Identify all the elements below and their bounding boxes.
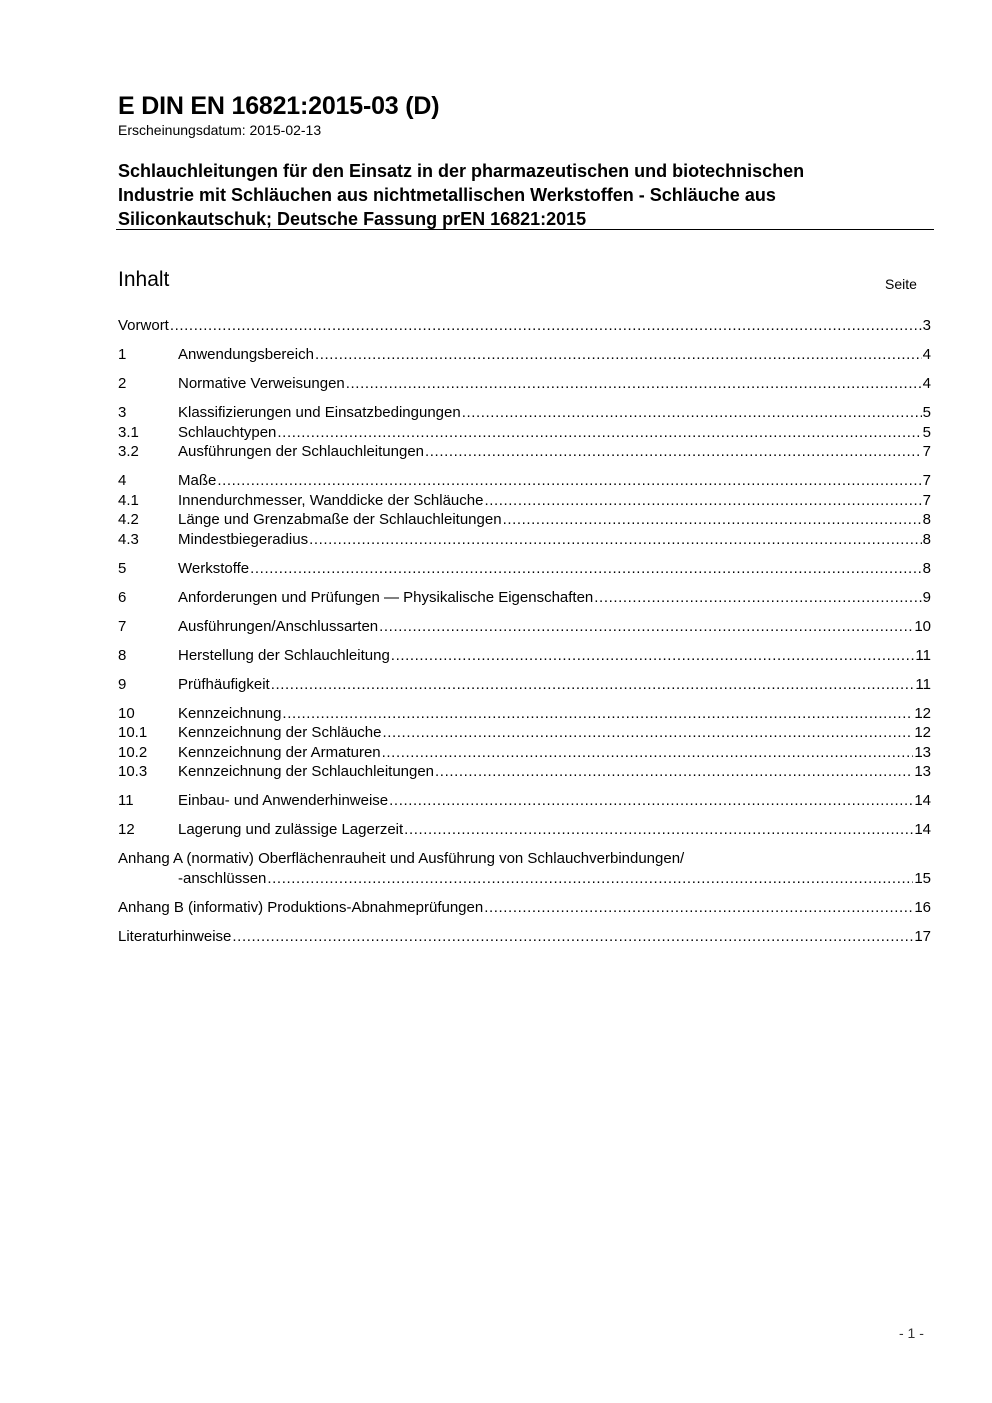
toc-entry-literature[interactable]	[118, 927, 931, 947]
toc-entry-12[interactable]	[118, 820, 931, 840]
toc-entry-page: 5	[922, 423, 931, 441]
leader-dots	[484, 491, 921, 511]
toc-entry-4-1[interactable]	[118, 491, 931, 511]
leader-dots	[382, 743, 914, 763]
toc-entry-page: 9	[922, 588, 931, 606]
leader-dots	[346, 374, 922, 394]
toc-entry-label: Lagerung und zulässige Lagerzeit	[178, 821, 404, 838]
toc-entry-label: Literaturhinweise	[118, 927, 232, 945]
toc-entry-number: 11	[118, 792, 134, 809]
toc-entry-number: 3	[118, 404, 127, 421]
document-id: E DIN EN 16821:2015-03 (D)	[118, 92, 440, 120]
leader-dots	[232, 927, 913, 947]
toc-entry-2[interactable]	[118, 374, 931, 394]
toc-page-column-label: Seite	[885, 276, 917, 292]
toc-entry-number: 3.2	[118, 443, 139, 460]
leader-dots	[170, 316, 922, 336]
toc-entry-4-2[interactable]	[118, 510, 931, 530]
toc-entry-page: 13	[914, 743, 931, 761]
toc-entry-vorwort[interactable]	[118, 316, 931, 336]
leader-dots	[267, 869, 913, 889]
leader-dots	[379, 617, 913, 637]
toc-entry-page: 5	[922, 404, 931, 421]
toc-entry-page: 11	[915, 675, 931, 693]
toc-entry-8[interactable]	[118, 646, 931, 666]
toc-entry-number: 4.3	[118, 530, 139, 548]
toc-entry-5[interactable]	[118, 559, 931, 579]
toc-entry-annex-a-line1[interactable]	[118, 849, 931, 869]
toc-entry-number: 9	[118, 675, 127, 693]
toc-entry-7[interactable]	[118, 617, 931, 637]
toc-entry-label: Normative Verweisungen	[178, 375, 345, 392]
toc-entry-label: -anschlüssen	[178, 869, 267, 887]
leader-dots	[271, 675, 915, 695]
toc-entry-page: 4	[922, 375, 931, 392]
toc-entry-number: 5	[118, 559, 127, 577]
toc-entry-10[interactable]	[118, 704, 931, 724]
toc-entry-10-1[interactable]	[118, 723, 931, 743]
toc-entry-number: 3.1	[118, 423, 139, 441]
toc-entry-page: 8	[922, 511, 931, 528]
toc-entry-label: Maße	[178, 472, 217, 489]
table-of-contents	[118, 316, 931, 946]
leader-dots	[217, 471, 921, 491]
toc-entry-label: Schlauchtypen	[178, 423, 277, 441]
page-number: - 1 -	[899, 1325, 924, 1341]
toc-entry-number: 6	[118, 588, 127, 606]
toc-entry-label: Herstellung der Schlauchleitung	[178, 646, 390, 664]
toc-entry-page: 10	[914, 617, 931, 635]
toc-entry-number: 12	[118, 821, 135, 838]
toc-entry-number: 10.1	[118, 724, 148, 741]
toc-entry-number: 4.1	[118, 491, 139, 509]
toc-entry-page: 16	[914, 898, 931, 916]
toc-entry-page: 8	[922, 530, 931, 548]
toc-entry-number: 2	[118, 375, 127, 392]
toc-entry-label: Werkstoffe	[178, 559, 250, 577]
toc-entry-9[interactable]	[118, 675, 931, 695]
title-line: Industrie mit Schläuchen aus nichtmetallischen Werkstoffen - Schläuche aus	[118, 185, 776, 205]
leader-dots	[382, 723, 913, 743]
title-line: Schlauchleitungen für den Einsatz in der pharmazeutischen und biotechnischen	[118, 161, 805, 181]
toc-entry-number: 10.3	[118, 763, 148, 780]
toc-entry-number: 4.2	[118, 511, 139, 528]
toc-entry-page: 7	[922, 491, 931, 509]
leader-dots	[484, 898, 913, 918]
leader-dots	[391, 646, 915, 666]
toc-entry-number: 8	[118, 646, 127, 664]
toc-entry-label: Kennzeichnung der Armaturen	[178, 743, 381, 761]
leader-dots	[435, 762, 913, 782]
toc-entry-label: Anforderungen und Prüfungen — Physikalische Eigenschaften	[178, 588, 594, 606]
title-line: Siliconkautschuk; Deutsche Fassung prEN 16821:2015	[118, 209, 587, 229]
toc-entry-label: Innendurchmesser, Wanddicke der Schläuche	[178, 491, 484, 509]
toc-entry-3[interactable]	[118, 403, 931, 423]
toc-entry-label: Kennzeichnung der Schlauchleitungen	[178, 763, 435, 780]
toc-entry-number: 10.2	[118, 743, 148, 761]
toc-entry-label: Länge und Grenzabmaße der Schlauchleitungen	[178, 511, 502, 528]
toc-entry-page: 12	[914, 704, 931, 722]
toc-entry-1[interactable]	[118, 345, 931, 365]
toc-entry-11[interactable]	[118, 791, 931, 811]
toc-entry-label: Prüfhäufigkeit	[178, 675, 270, 693]
publication-date: Erscheinungsdatum: 2015-02-13	[118, 122, 322, 138]
toc-entry-page: 13	[914, 763, 931, 780]
leader-dots	[315, 345, 922, 365]
toc-entry-page: 7	[922, 443, 931, 460]
toc-entry-3-2[interactable]	[118, 442, 931, 462]
toc-entry-page: 14	[914, 792, 931, 809]
toc-entry-page: 4	[922, 346, 931, 363]
title-divider	[116, 229, 934, 230]
toc-entry-page: 14	[914, 821, 931, 838]
toc-entry-page: 17	[914, 927, 931, 945]
toc-entry-label: Mindestbiegeradius	[178, 530, 309, 548]
toc-entry-page: 7	[922, 472, 931, 489]
toc-entry-label: Anhang A (normativ) Oberflächenrauheit und Ausführung von Schlauchverbindungen/	[118, 850, 685, 867]
leader-dots	[503, 510, 922, 530]
toc-entry-number: 7	[118, 617, 127, 635]
toc-entry-annex-b[interactable]	[118, 898, 931, 918]
toc-entry-label: Ausführungen der Schlauchleitungen	[178, 443, 425, 460]
leader-dots	[282, 704, 913, 724]
leader-dots	[389, 791, 913, 811]
toc-entry-3-1[interactable]	[118, 423, 931, 443]
leader-dots	[250, 559, 922, 579]
leader-dots	[404, 820, 913, 840]
toc-heading: Inhalt	[118, 268, 170, 291]
leader-dots	[594, 588, 921, 608]
toc-entry-label: Ausführungen/Anschlussarten	[178, 617, 379, 635]
leader-dots	[425, 442, 922, 462]
toc-entry-10-2[interactable]	[118, 743, 931, 763]
toc-entry-page: 11	[915, 646, 931, 664]
toc-entry-number: 1	[118, 346, 127, 363]
toc-entry-4-3[interactable]	[118, 530, 931, 550]
toc-entry-4[interactable]	[118, 471, 931, 491]
toc-entry-label: Anwendungsbereich	[178, 346, 314, 363]
leader-dots	[277, 423, 921, 443]
toc-entry-page: 12	[914, 724, 931, 741]
toc-entry-label: Kennzeichnung	[178, 704, 282, 722]
toc-entry-label: Anhang B (informativ) Produktions-Abnahmeprüfungen	[118, 898, 484, 916]
toc-entry-number: 10	[118, 704, 135, 722]
document-title	[118, 159, 918, 231]
toc-entry-10-3[interactable]	[118, 762, 931, 782]
leader-dots	[309, 530, 922, 550]
toc-entry-page: 8	[922, 559, 931, 577]
toc-entry-label: Vorwort	[118, 317, 169, 334]
toc-entry-label: Klassifizierungen und Einsatzbedingungen	[178, 404, 461, 421]
toc-entry-annex-a-line2[interactable]	[118, 869, 931, 889]
toc-entry-label: Einbau- und Anwenderhinweise	[178, 792, 389, 809]
toc-entry-number: 4	[118, 472, 127, 489]
toc-entry-page: 15	[914, 869, 931, 887]
toc-entry-6[interactable]	[118, 588, 931, 608]
toc-entry-page: 3	[922, 317, 931, 334]
toc-entry-label: Kennzeichnung der Schläuche	[178, 724, 382, 741]
leader-dots	[462, 403, 922, 423]
